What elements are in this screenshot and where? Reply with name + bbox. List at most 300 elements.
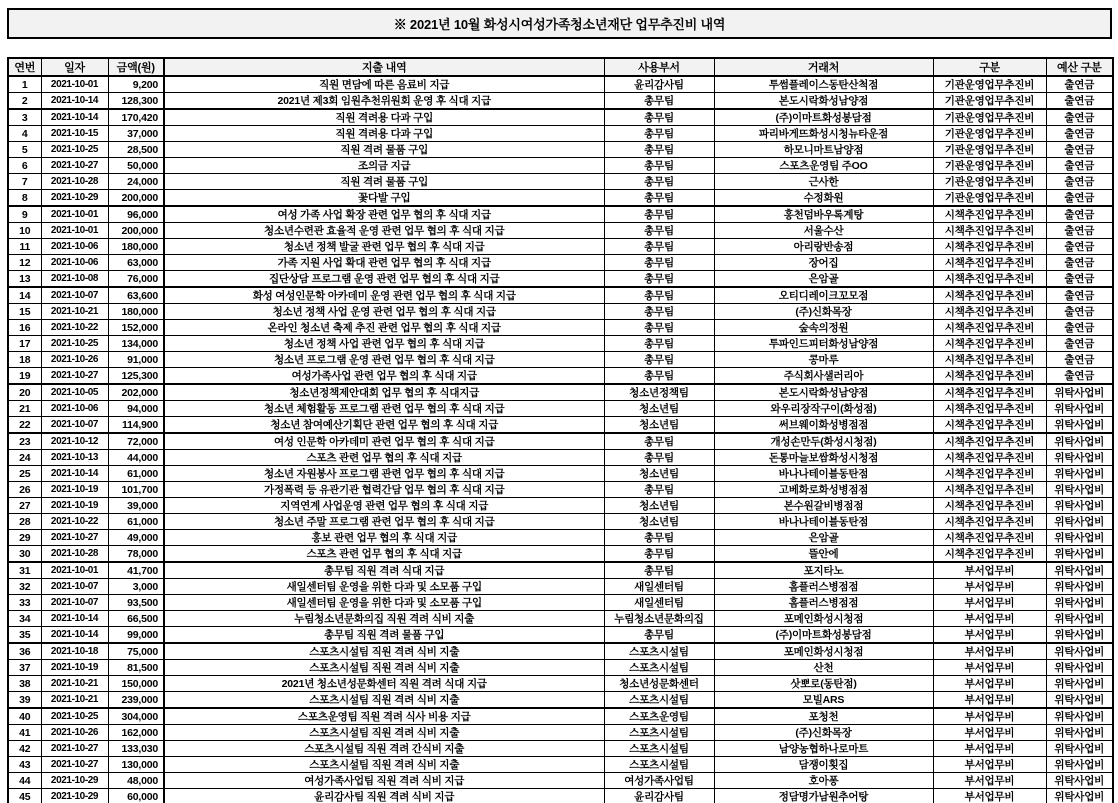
cell-amount: 37,000: [108, 126, 164, 142]
header-category: 구분: [933, 58, 1046, 76]
table-header-row: [8, 58, 1113, 76]
table-row: [8, 93, 1113, 110]
cell-category: 기관운영업무추진비: [933, 126, 1046, 142]
cell-department: 새일센터팀: [604, 579, 714, 595]
cell-vendor: 포청천: [714, 708, 933, 725]
table-row: [8, 320, 1113, 336]
table-row: [8, 142, 1113, 158]
cell-category: 시책추진업무추진비: [933, 239, 1046, 255]
cell-category: 시책추진업무추진비: [933, 466, 1046, 482]
cell-vendor: 홈플러스병점점: [714, 595, 933, 611]
cell-budget: 출연금: [1046, 352, 1113, 368]
cell-vendor: (주)신화목장: [714, 725, 933, 741]
table-row: [8, 579, 1113, 595]
cell-vendor: 장어집: [714, 255, 933, 271]
cell-category: 시책추진업무추진비: [933, 514, 1046, 530]
cell-description: 총무팀 직원 격려 식대 지급: [164, 562, 604, 579]
cell-date: 2021-10-06: [41, 401, 108, 417]
cell-department: 청소년팀: [604, 514, 714, 530]
cell-seq: 30: [8, 546, 41, 563]
cell-amount: 60,000: [108, 789, 164, 803]
cell-seq: 15: [8, 304, 41, 320]
cell-vendor: 호아퐁: [714, 773, 933, 789]
cell-seq: 33: [8, 595, 41, 611]
cell-vendor: 은암골: [714, 530, 933, 546]
cell-description: 가족 지원 사업 확대 관련 업무 협의 후 식대 지급: [164, 255, 604, 271]
cell-amount: 41,700: [108, 562, 164, 579]
cell-budget: 위탁사업비: [1046, 433, 1113, 450]
header-date: 일자: [41, 58, 108, 76]
cell-amount: 66,500: [108, 611, 164, 627]
cell-category: 기관운영업무추진비: [933, 174, 1046, 190]
cell-amount: 152,000: [108, 320, 164, 336]
cell-department: 스포츠시설팀: [604, 692, 714, 709]
cell-description: 2021년 청소년성문화센터 직원 격려 식대 지급: [164, 676, 604, 692]
cell-budget: 출연금: [1046, 287, 1113, 304]
cell-budget: 위탁사업비: [1046, 757, 1113, 773]
cell-amount: 49,000: [108, 530, 164, 546]
header-vendor: 거래처: [714, 58, 933, 76]
cell-description: 청소년 자원봉사 프로그램 관련 업무 협의 후 식대 지급: [164, 466, 604, 482]
cell-category: 부서업무비: [933, 741, 1046, 757]
table-row: [8, 676, 1113, 692]
cell-seq: 4: [8, 126, 41, 142]
cell-category: 부서업무비: [933, 773, 1046, 789]
cell-date: 2021-10-14: [41, 109, 108, 126]
cell-date: 2021-10-01: [41, 206, 108, 223]
cell-category: 부서업무비: [933, 692, 1046, 709]
cell-budget: 출연금: [1046, 304, 1113, 320]
cell-seq: 42: [8, 741, 41, 757]
cell-description: 청소년정책제안대회 업무 협의 후 식대지급: [164, 384, 604, 401]
table-row: [8, 304, 1113, 320]
cell-vendor: 서울수산: [714, 223, 933, 239]
cell-description: 청소년수련관 효율적 운영 관련 업무 협의 후 식대 지급: [164, 223, 604, 239]
cell-amount: 99,000: [108, 627, 164, 644]
cell-budget: 위탁사업비: [1046, 741, 1113, 757]
cell-category: 부서업무비: [933, 611, 1046, 627]
cell-date: 2021-10-28: [41, 174, 108, 190]
cell-category: 시책추진업무추진비: [933, 271, 1046, 288]
cell-description: 스포츠시설팀 직원 격려 식비 지출: [164, 692, 604, 709]
cell-seq: 21: [8, 401, 41, 417]
cell-category: 부서업무비: [933, 643, 1046, 660]
cell-amount: 96,000: [108, 206, 164, 223]
cell-seq: 10: [8, 223, 41, 239]
table-row: [8, 692, 1113, 709]
cell-department: 스포츠시설팀: [604, 741, 714, 757]
cell-department: 총무팀: [604, 142, 714, 158]
table-row: [8, 352, 1113, 368]
cell-vendor: 개성손만두(화성시청점): [714, 433, 933, 450]
cell-date: 2021-10-19: [41, 660, 108, 676]
cell-category: 부서업무비: [933, 708, 1046, 725]
cell-date: 2021-10-29: [41, 789, 108, 803]
cell-category: 시책추진업무추진비: [933, 417, 1046, 434]
cell-department: 총무팀: [604, 450, 714, 466]
cell-department: 스포츠시설팀: [604, 757, 714, 773]
cell-amount: 78,000: [108, 546, 164, 563]
cell-seq: 43: [8, 757, 41, 773]
cell-seq: 24: [8, 450, 41, 466]
cell-vendor: 홍천덤바우록계탕: [714, 206, 933, 223]
cell-date: 2021-10-26: [41, 725, 108, 741]
cell-date: 2021-10-12: [41, 433, 108, 450]
cell-department: 총무팀: [604, 627, 714, 644]
cell-budget: 위탁사업비: [1046, 579, 1113, 595]
cell-department: 총무팀: [604, 109, 714, 126]
cell-category: 기관운영업무추진비: [933, 158, 1046, 174]
cell-vendor: 주식회사샐러리아: [714, 368, 933, 385]
cell-date: 2021-10-21: [41, 692, 108, 709]
cell-amount: 9,200: [108, 76, 164, 93]
cell-date: 2021-10-01: [41, 223, 108, 239]
cell-vendor: 수정화원: [714, 190, 933, 207]
cell-vendor: 포메인화성시청점: [714, 611, 933, 627]
cell-category: 부서업무비: [933, 660, 1046, 676]
table-row: [8, 287, 1113, 304]
cell-date: 2021-10-18: [41, 643, 108, 660]
cell-description: 화성 여성인문학 아카데미 운영 관련 업무 협의 후 식대 지급: [164, 287, 604, 304]
cell-amount: 61,000: [108, 466, 164, 482]
table-row: [8, 450, 1113, 466]
cell-description: 스포츠시설팀 직원 격려 식비 지출: [164, 660, 604, 676]
cell-date: 2021-10-14: [41, 627, 108, 644]
cell-category: 시책추진업무추진비: [933, 450, 1046, 466]
cell-department: 윤리감사팀: [604, 76, 714, 93]
table-row: [8, 158, 1113, 174]
cell-amount: 91,000: [108, 352, 164, 368]
cell-date: 2021-10-22: [41, 320, 108, 336]
cell-department: 총무팀: [604, 158, 714, 174]
cell-description: 청소년 주말 프로그램 관련 업무 협의 후 식대 지급: [164, 514, 604, 530]
cell-budget: 출연금: [1046, 76, 1113, 93]
cell-vendor: (주)이마트화성봉담점: [714, 109, 933, 126]
cell-budget: 위탁사업비: [1046, 692, 1113, 709]
cell-date: 2021-10-07: [41, 579, 108, 595]
table-row: [8, 660, 1113, 676]
cell-department: 총무팀: [604, 320, 714, 336]
table-row: [8, 384, 1113, 401]
cell-category: 부서업무비: [933, 595, 1046, 611]
cell-vendor: (주)신화목장: [714, 304, 933, 320]
table-row: [8, 708, 1113, 725]
cell-seq: 37: [8, 660, 41, 676]
cell-seq: 11: [8, 239, 41, 255]
table-row: [8, 433, 1113, 450]
cell-vendor: 스포츠운영팀 주OO: [714, 158, 933, 174]
cell-department: 총무팀: [604, 546, 714, 563]
table-row: [8, 498, 1113, 514]
cell-category: 부서업무비: [933, 725, 1046, 741]
cell-category: 시책추진업무추진비: [933, 352, 1046, 368]
cell-category: 부서업무비: [933, 627, 1046, 644]
cell-description: 직원 면담에 따른 음료비 지급: [164, 76, 604, 93]
cell-amount: 130,000: [108, 757, 164, 773]
cell-budget: 출연금: [1046, 109, 1113, 126]
cell-amount: 239,000: [108, 692, 164, 709]
cell-description: 청소년 정책 발굴 관련 업무 협의 후 식대 지급: [164, 239, 604, 255]
header-amount: 금액(원): [108, 58, 164, 76]
cell-budget: 출연금: [1046, 174, 1113, 190]
cell-department: 총무팀: [604, 239, 714, 255]
cell-description: 직원 격려 물품 구입: [164, 142, 604, 158]
cell-seq: 40: [8, 708, 41, 725]
cell-vendor: 바나나테이블동탄점: [714, 514, 933, 530]
cell-department: 청소년성문화센터: [604, 676, 714, 692]
cell-seq: 25: [8, 466, 41, 482]
cell-budget: 출연금: [1046, 271, 1113, 288]
cell-description: 홍보 관련 업무 협의 후 식대 지급: [164, 530, 604, 546]
cell-description: 직원 격려용 다과 구입: [164, 126, 604, 142]
cell-date: 2021-10-26: [41, 352, 108, 368]
cell-description: 청소년 참여예산기획단 관련 업무 협의 후 식대 지급: [164, 417, 604, 434]
cell-amount: 28,500: [108, 142, 164, 158]
table-row: [8, 725, 1113, 741]
cell-seq: 14: [8, 287, 41, 304]
cell-category: 시책추진업무추진비: [933, 223, 1046, 239]
cell-budget: 출연금: [1046, 320, 1113, 336]
cell-vendor: (주)이마트화성봉담점: [714, 627, 933, 644]
table-row: [8, 368, 1113, 385]
cell-seq: 41: [8, 725, 41, 741]
cell-amount: 134,000: [108, 336, 164, 352]
cell-seq: 36: [8, 643, 41, 660]
cell-department: 총무팀: [604, 223, 714, 239]
header-budget: 예산 구분: [1046, 58, 1113, 76]
cell-seq: 28: [8, 514, 41, 530]
cell-seq: 44: [8, 773, 41, 789]
table-row: [8, 482, 1113, 498]
cell-category: 기관운영업무추진비: [933, 109, 1046, 126]
table-row: [8, 126, 1113, 142]
cell-budget: 위탁사업비: [1046, 450, 1113, 466]
cell-amount: 180,000: [108, 304, 164, 320]
cell-department: 여성가족사업팀: [604, 773, 714, 789]
cell-category: 시책추진업무추진비: [933, 255, 1046, 271]
cell-category: 시책추진업무추진비: [933, 546, 1046, 563]
cell-date: 2021-10-07: [41, 417, 108, 434]
cell-department: 총무팀: [604, 206, 714, 223]
cell-amount: 101,700: [108, 482, 164, 498]
cell-amount: 48,000: [108, 773, 164, 789]
cell-department: 스포츠시설팀: [604, 725, 714, 741]
table-row: [8, 417, 1113, 434]
cell-budget: 위탁사업비: [1046, 530, 1113, 546]
cell-description: 스포츠운영팀 직원 격려 식사 비용 지급: [164, 708, 604, 725]
cell-department: 스포츠시설팀: [604, 660, 714, 676]
cell-amount: 125,300: [108, 368, 164, 385]
cell-department: 총무팀: [604, 336, 714, 352]
cell-category: 시책추진업무추진비: [933, 498, 1046, 514]
cell-date: 2021-10-21: [41, 304, 108, 320]
cell-vendor: 오티디레이크꼬모점: [714, 287, 933, 304]
cell-budget: 출연금: [1046, 126, 1113, 142]
cell-category: 시책추진업무추진비: [933, 401, 1046, 417]
cell-description: 조의금 지급: [164, 158, 604, 174]
cell-date: 2021-10-01: [41, 562, 108, 579]
cell-vendor: 아리랑반송점: [714, 239, 933, 255]
cell-description: 스포츠 관련 업무 협의 후 식대 지급: [164, 546, 604, 563]
cell-vendor: 투썸플레이스동탄산척점: [714, 76, 933, 93]
cell-description: 청소년 프로그램 운영 관련 업무 협의 후 식대 지급: [164, 352, 604, 368]
cell-category: 부서업무비: [933, 789, 1046, 803]
cell-amount: 128,300: [108, 93, 164, 110]
cell-seq: 8: [8, 190, 41, 207]
cell-vendor: 포지타노: [714, 562, 933, 579]
cell-seq: 13: [8, 271, 41, 288]
cell-vendor: 남양농협하나로마트: [714, 741, 933, 757]
cell-vendor: 삿뽀로(동탄점): [714, 676, 933, 692]
table-row: [8, 109, 1113, 126]
cell-amount: 200,000: [108, 223, 164, 239]
cell-amount: 63,600: [108, 287, 164, 304]
cell-department: 윤리감사팀: [604, 789, 714, 803]
expense-table: [7, 57, 1114, 803]
table-row: [8, 595, 1113, 611]
cell-vendor: 본도시락화성남양점: [714, 93, 933, 110]
cell-budget: 위탁사업비: [1046, 401, 1113, 417]
cell-description: 여성가족사업 관련 업무 협의 후 식대 지급: [164, 368, 604, 385]
table-row: [8, 401, 1113, 417]
cell-amount: 133,030: [108, 741, 164, 757]
cell-date: 2021-10-13: [41, 450, 108, 466]
cell-date: 2021-10-06: [41, 255, 108, 271]
cell-seq: 31: [8, 562, 41, 579]
cell-amount: 202,000: [108, 384, 164, 401]
cell-budget: 위탁사업비: [1046, 546, 1113, 563]
table-row: [8, 757, 1113, 773]
cell-seq: 34: [8, 611, 41, 627]
cell-date: 2021-10-14: [41, 466, 108, 482]
cell-description: 청소년 정책 사업 관련 업무 협의 후 식대 지급: [164, 336, 604, 352]
cell-category: 시책추진업무추진비: [933, 287, 1046, 304]
cell-category: 시책추진업무추진비: [933, 320, 1046, 336]
cell-budget: 위탁사업비: [1046, 595, 1113, 611]
cell-description: 스포츠시설팀 직원 격려 식비 지출: [164, 725, 604, 741]
table-row: [8, 336, 1113, 352]
cell-budget: 출연금: [1046, 206, 1113, 223]
cell-vendor: 담쟁이횟집: [714, 757, 933, 773]
cell-date: 2021-10-05: [41, 384, 108, 401]
table-row: [8, 466, 1113, 482]
cell-amount: 50,000: [108, 158, 164, 174]
cell-amount: 72,000: [108, 433, 164, 450]
cell-budget: 위탁사업비: [1046, 417, 1113, 434]
cell-date: 2021-10-01: [41, 76, 108, 93]
cell-vendor: 뜰안에: [714, 546, 933, 563]
cell-description: 새일센터팀 운영을 위한 다과 및 소모품 구입: [164, 595, 604, 611]
cell-vendor: 산천: [714, 660, 933, 676]
cell-vendor: 본도시락화성남양점: [714, 384, 933, 401]
cell-amount: 94,000: [108, 401, 164, 417]
cell-vendor: 홈플러스병점점: [714, 579, 933, 595]
cell-category: 부서업무비: [933, 676, 1046, 692]
cell-department: 청소년팀: [604, 401, 714, 417]
cell-amount: 93,500: [108, 595, 164, 611]
cell-category: 기관운영업무추진비: [933, 76, 1046, 93]
cell-date: 2021-10-19: [41, 482, 108, 498]
cell-department: 스포츠운영팀: [604, 708, 714, 725]
cell-vendor: 본수원갈비병점점: [714, 498, 933, 514]
document-title-box: [7, 8, 1112, 39]
cell-vendor: 콩마루: [714, 352, 933, 368]
table-row: [8, 643, 1113, 660]
cell-description: 윤리감사팀 직원 격려 식비 지급: [164, 789, 604, 803]
cell-seq: 22: [8, 417, 41, 434]
cell-category: 부서업무비: [933, 579, 1046, 595]
cell-description: 스포츠시설팀 직원 격려 간식비 지출: [164, 741, 604, 757]
cell-seq: 39: [8, 692, 41, 709]
cell-seq: 32: [8, 579, 41, 595]
header-seq: 연번: [8, 58, 41, 76]
cell-department: 총무팀: [604, 271, 714, 288]
cell-date: 2021-10-28: [41, 546, 108, 563]
cell-vendor: 숲속의정원: [714, 320, 933, 336]
cell-budget: 위탁사업비: [1046, 773, 1113, 789]
cell-amount: 24,000: [108, 174, 164, 190]
cell-budget: 출연금: [1046, 368, 1113, 385]
cell-seq: 19: [8, 368, 41, 385]
table-row: [8, 271, 1113, 288]
cell-description: 총무팀 직원 격려 물품 구입: [164, 627, 604, 644]
cell-seq: 9: [8, 206, 41, 223]
cell-category: 시책추진업무추진비: [933, 482, 1046, 498]
cell-seq: 1: [8, 76, 41, 93]
cell-description: 직원 격려용 다과 구입: [164, 109, 604, 126]
cell-seq: 29: [8, 530, 41, 546]
cell-vendor: 은암골: [714, 271, 933, 288]
cell-budget: 위탁사업비: [1046, 643, 1113, 660]
cell-date: 2021-10-27: [41, 757, 108, 773]
cell-description: 집단상담 프로그램 운영 관련 업무 협의 후 식대 지급: [164, 271, 604, 288]
cell-date: 2021-10-21: [41, 676, 108, 692]
cell-department: 청소년팀: [604, 466, 714, 482]
cell-category: 시책추진업무추진비: [933, 530, 1046, 546]
document-title: ※ 2021년 10월 화성시여성가족청소년재단 업무추진비 내역: [393, 17, 726, 32]
cell-description: 직원 격려 물품 구입: [164, 174, 604, 190]
cell-amount: 76,000: [108, 271, 164, 288]
cell-amount: 63,000: [108, 255, 164, 271]
table-row: [8, 223, 1113, 239]
cell-seq: 26: [8, 482, 41, 498]
cell-seq: 27: [8, 498, 41, 514]
cell-seq: 3: [8, 109, 41, 126]
table-row: [8, 190, 1113, 207]
table-row: [8, 789, 1113, 803]
cell-seq: 23: [8, 433, 41, 450]
cell-amount: 61,000: [108, 514, 164, 530]
cell-date: 2021-10-19: [41, 498, 108, 514]
cell-description: 스포츠시설팀 직원 격려 식비 지출: [164, 643, 604, 660]
cell-seq: 20: [8, 384, 41, 401]
cell-budget: 위탁사업비: [1046, 676, 1113, 692]
cell-category: 시책추진업무추진비: [933, 206, 1046, 223]
cell-budget: 위탁사업비: [1046, 498, 1113, 514]
cell-seq: 17: [8, 336, 41, 352]
cell-description: 2021년 제3회 임원추천위원회 운영 후 식대 지급: [164, 93, 604, 110]
cell-budget: 위탁사업비: [1046, 514, 1113, 530]
cell-date: 2021-10-07: [41, 595, 108, 611]
cell-department: 총무팀: [604, 255, 714, 271]
table-row: [8, 76, 1113, 93]
table-row: [8, 174, 1113, 190]
cell-department: 청소년팀: [604, 417, 714, 434]
cell-department: 청소년정책팀: [604, 384, 714, 401]
cell-budget: 위탁사업비: [1046, 708, 1113, 725]
cell-seq: 5: [8, 142, 41, 158]
cell-date: 2021-10-14: [41, 93, 108, 110]
